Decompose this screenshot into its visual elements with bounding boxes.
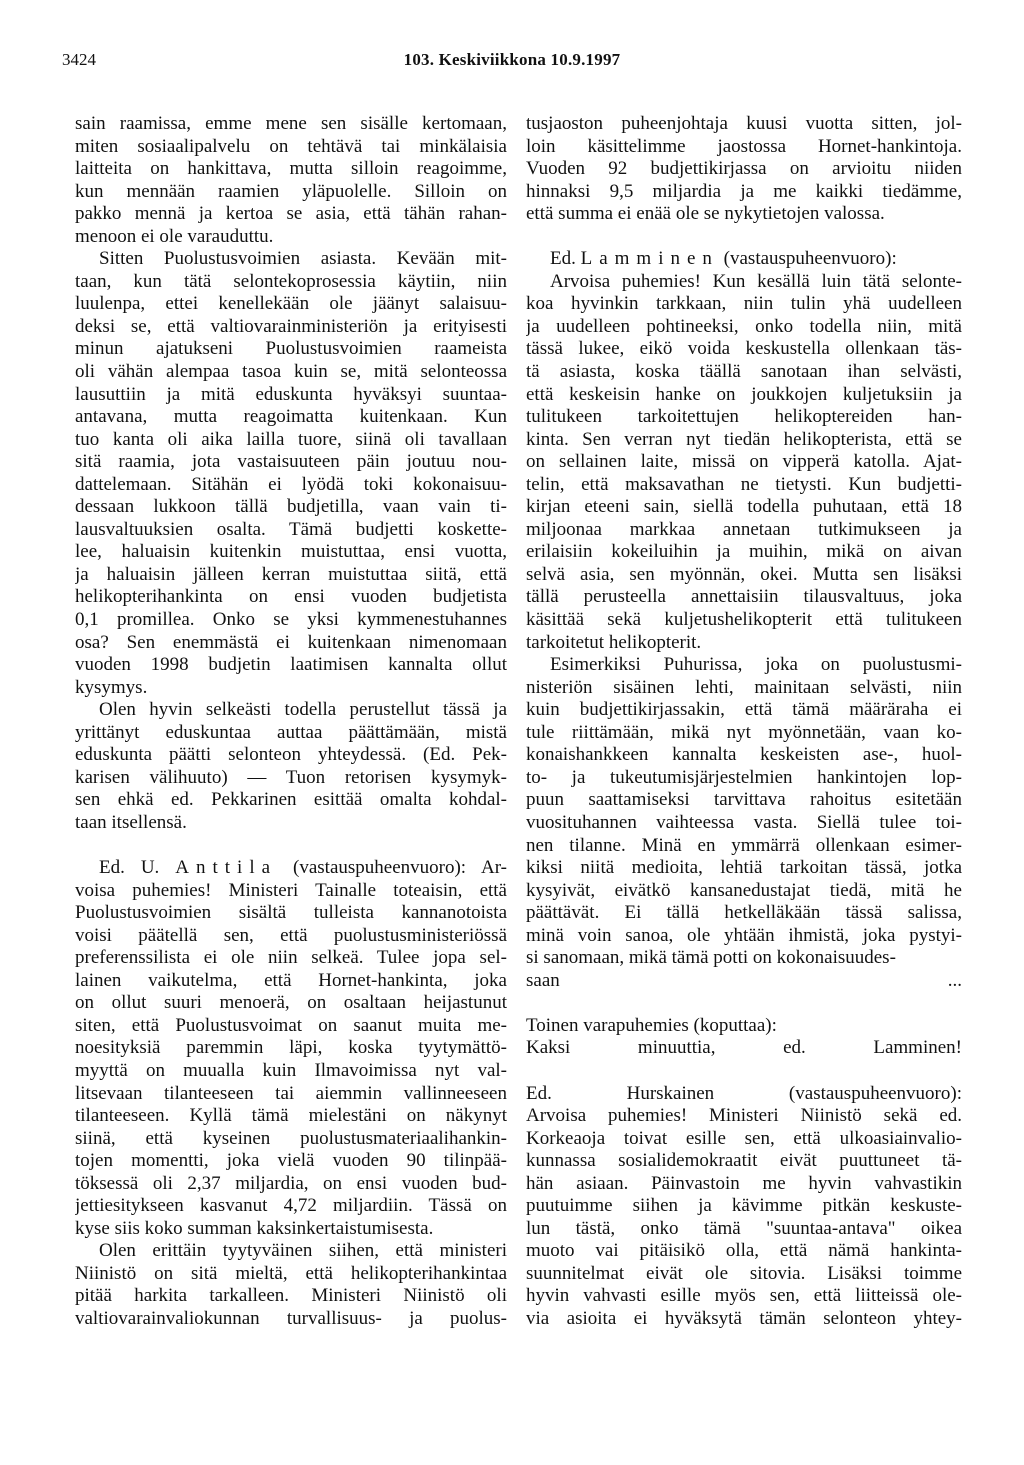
- text-line: telin, että maksavathan ne tietysti. Kun budjetti-: [526, 473, 962, 495]
- text-line: tällä perusteella annettaisiin tilausvaltuus, joka: [526, 586, 962, 608]
- text-line: antavana, mutta reagoimatta kuitenkaan. Kun: [75, 406, 507, 428]
- text-line: pitää harkita tarkalleen. Ministeri Niinistö oli: [75, 1285, 507, 1307]
- text-line: Puolustusvoimien sisältä tulleista kannanotoista: [75, 902, 507, 924]
- text-line: hän asiaan. Päinvastoin me hyvin vahvastikin: [526, 1172, 962, 1194]
- text-line: vuosituhannen vaihteessa vasta. Siellä tulee toi-: [526, 811, 962, 833]
- text-line: kun mennään raamien yläpuolelle. Silloin on: [75, 180, 507, 202]
- left-text-column: [75, 113, 507, 1331]
- text-line: on sellainen laite, missä on vipperä katolla. Ajat-: [526, 451, 962, 473]
- text-line: voisa puhemies! Ministeri Tainalle toteaisin, että: [75, 879, 507, 901]
- text-line: tuo kanta oli aika lailla tuore, siinä oli tavallaan: [75, 428, 507, 450]
- text-line: siten, että Puolustusvoimat on saanut muita me-: [75, 1014, 507, 1036]
- text-line: hyvin vahvasti esille myös sen, että liitteissä ole-: [526, 1285, 962, 1307]
- text-line: karisen välihuuto) — Tuon retorisen kysymyk-: [75, 766, 507, 788]
- text-line: Sitten Puolustusvoimien asiasta. Kevään mit-: [99, 248, 507, 270]
- text-line: päättävät. Ei tällä hetkelläkään tässä salissa,: [526, 902, 962, 924]
- text-line: osa? Sen enemmästä ei kuitenkaan nimenomaan: [75, 631, 507, 653]
- text-line: noesityksiä paremmin läpi, koska tyytymättö-: [75, 1037, 507, 1059]
- text-line: 0,1 promillea. Onko se yksi kymmenestuhannes: [75, 609, 507, 631]
- text-line: dessaan lukkoon tällä budjetilla, vaan vain ti-: [75, 496, 507, 518]
- text-line: että keskeisin hanke on joukkojen kuljetuksiin ja: [526, 383, 962, 405]
- text-line: luulenpa, ettei kenellekään ole jäänyt salaisuu-: [75, 293, 507, 315]
- text-line: yrittänyt eduskuntaa auttaa päättämään, mistä: [75, 721, 507, 743]
- text-line: selvä asia, sen myönnän, okei. Mutta sen lisäksi: [526, 563, 962, 585]
- text-line: Toinen varapuhemies (koputtaa):: [526, 1014, 777, 1036]
- text-line: Olen hyvin selkeästi todella perustellut tässä ja: [99, 699, 507, 721]
- text-line: saan ...: [526, 969, 962, 991]
- text-line: taan, kun tätä selontekoprosessia käytiin, niin: [75, 270, 507, 292]
- text-line: loin käsittelimme jaostossa Hornet-hankintoja.: [526, 135, 962, 157]
- text-line: oli vähän alempaa tasoa kuin se, mitä selonteossa: [75, 361, 507, 383]
- paragraph-gap: [526, 226, 962, 249]
- text-line: Arvoisa puhemies! Ministeri Niinistö sekä ed.: [526, 1105, 962, 1127]
- text-line: puun saattamiseksi tarvittava rahoitus esitetään: [526, 789, 962, 811]
- paragraph-gap: [75, 835, 507, 858]
- text-line: Arvoisa puhemies! Kun kesällä luin tätä selonte-: [550, 270, 962, 292]
- text-line: minun ajatukseni Puolustusvoimien raameista: [75, 338, 507, 360]
- text-line: Kaksi minuuttia, ed. Lamminen!: [526, 1037, 962, 1059]
- text-line: kysymys.: [75, 676, 148, 698]
- issue-date-header: 103. Keskiviikkona 10.9.1997: [403, 50, 621, 69]
- text-line: töksessä oli 2,37 miljardia, on ensi vuoden bud-: [75, 1172, 507, 1194]
- speaker-name: Lamminen: [580, 248, 719, 270]
- text-line: lausuttiin ja mitä eduskunta hyväksyi suuntaa-: [75, 383, 507, 405]
- text-line: tarkoitetut helikopterit.: [526, 631, 702, 653]
- text-line: kyse siis koko summan kaksinkertaistumisesta.: [75, 1217, 434, 1239]
- text-line: on ollut suuri menoerä, on osaltaan heijastunut: [75, 992, 507, 1014]
- text-line: kinta. Sen verran nyt tiedän helikopterista, että se: [526, 428, 962, 450]
- text-line: suunnitelmat eivät ole sitovia. Lisäksi toimme: [526, 1262, 962, 1284]
- text-line: tule riittämään, mikä nyt myönnetään, vaan ko-: [526, 721, 962, 743]
- text-line: minä voin sanoa, ole yhtään ihmistä, joka pystyi-: [526, 924, 962, 946]
- text-line: pakko mennä ja kertoa se asia, että tähän rahan-: [75, 203, 507, 225]
- text-line: laitteita on hankittava, mutta silloin reagoimme,: [75, 158, 507, 180]
- text-line: voisi päätellä sen, että puolustusministeriössä: [75, 924, 507, 946]
- text-line: tulitukeen tarkoitettujen helikoptereiden han-: [526, 406, 962, 428]
- text-line: preferenssilista ei ole niin selkeä. Tulee jopa sel-: [75, 947, 507, 969]
- text-line: tilanteeseen. Kyllä tämä mielestäni on näkynyt: [75, 1105, 507, 1127]
- paragraph-gap: [526, 1060, 962, 1083]
- text-line: Ed. Hurskainen (vastauspuheenvuoro):: [526, 1082, 962, 1104]
- text-line: hinnaksi 9,5 miljardia ja me kaikki tiedämme,: [526, 180, 962, 202]
- text-line: si sanomaan, mikä tämä potti on kokonaisuudes-: [526, 947, 896, 969]
- text-line: erilaisiin kokeiluihin ja muihin, mikä on aivan: [526, 541, 962, 563]
- text-line: kirjan eteeni sain, siellä todella puhutaan, että 18: [526, 496, 962, 518]
- text-line: myyttä on muualla kuin Ilmavoimissa nyt val-: [75, 1059, 507, 1081]
- text-line: kunnassa sosialidemokraatit eivät puuttuneet tä-: [526, 1150, 962, 1172]
- text-line: nisteriön sisäinen lehti, mainitaan selvästi, niin: [526, 676, 962, 698]
- text-line: Olen erittäin tyytyväinen siihen, että ministeri: [99, 1240, 507, 1262]
- text-line: to- ja tukeutumisjärjestelmien hankintojen lop-: [526, 766, 962, 788]
- text-line: puutuimme siihen ja kävimme pitkän keskuste-: [526, 1195, 962, 1217]
- text-line: deksi se, että valtiovarainministeriön ja erityisesti: [75, 315, 507, 337]
- text-line: miljoonaa markkaa annetaan tutkimukseen ja: [526, 518, 962, 540]
- text-line: tä asiasta, koska täällä sanotaan ihan selvästi,: [526, 361, 962, 383]
- text-line: Ed. U. Anttila (vastauspuheenvuoro): Ar-: [99, 857, 507, 879]
- text-line: lun tästä, onko tämä "suuntaa-antava" oikea: [526, 1217, 962, 1239]
- text-line: sitä raamia, jota vastaisuuteen päin joutuu nou-: [75, 451, 507, 473]
- text-line: Vuoden 92 budjettikirjassa on arvioitu niiden: [526, 158, 962, 180]
- text-line: Esimerkiksi Puhurissa, joka on puolustusmi-: [550, 654, 962, 676]
- speaker-name: Anttila: [175, 857, 278, 879]
- text-line: siinä, että kyseinen puolustusmateriaalihankin-: [75, 1127, 507, 1149]
- text-line: käsittää sekä kuljetushelikopterit että tulitukeen: [526, 609, 962, 631]
- text-line: ja haluaisin jälleen kerran muistuttaa siitä, että: [75, 563, 507, 585]
- text-line: sain raamissa, emme mene sen sisälle kertomaan,: [75, 113, 507, 134]
- right-text-column: [526, 113, 962, 1331]
- text-line: lee, haluaisin kuitenkin muistuttaa, ensi vuotta,: [75, 541, 507, 563]
- text-line: Ed. Lamminen (vastauspuheenvuoro):: [550, 248, 897, 270]
- text-line: helikopterihankinta on ensi vuoden budjetista: [75, 586, 507, 608]
- text-line: muoto vai pitäisikö olla, että nämä hankinta-: [526, 1240, 962, 1262]
- text-line: vuoden 1998 budjetin laatimisen kannalta ollut: [75, 654, 507, 676]
- text-line: Niinistö on sitä mieltä, että helikopterihankintaa: [75, 1262, 507, 1284]
- page-header: [62, 50, 962, 74]
- text-line: litsevaan tilanteeseen tai aiemmin vallinneeseen: [75, 1082, 507, 1104]
- text-line: taan itsellensä.: [75, 811, 187, 833]
- text-line: Korkeaoja toivat esille sen, että ulkoasiainvalio-: [526, 1127, 962, 1149]
- text-line: dattelemaan. Sitähän ei lyödä toki kokonaisuu-: [75, 473, 507, 495]
- text-line: nen tilanne. Minä en ymmärrä ollenkaan esimer-: [526, 834, 962, 856]
- text-line: kuin budjettikirjassakin, että tämä määräraha ei: [526, 699, 962, 721]
- text-line: ja uudelleen pohtineeksi, onko todella niin, mitä: [526, 315, 962, 337]
- text-line: lausvaltuuksien osalta. Tämä budjetti koskette-: [75, 518, 507, 540]
- text-line: via asioita ei hyväksytä tämän selonteon yhtey-: [526, 1307, 962, 1329]
- text-line: eduskunta päätti selonteon yhteydessä. (Ed. Pek-: [75, 744, 507, 766]
- text-line: tässä lukee, eikö voida keskustella ollenkaan täs-: [526, 338, 962, 360]
- text-line: menoon ei ole varauduttu.: [75, 225, 274, 247]
- paragraph-gap: [526, 992, 962, 1015]
- text-line: sen ehkä ed. Pekkarinen esittää omalta kohdal-: [75, 789, 507, 811]
- text-line: että summa ei enää ole se nykytietojen valossa.: [526, 203, 885, 225]
- text-line: kiksi niitä medioita, lehtiä tarkoitan tässä, jotka: [526, 857, 962, 879]
- text-line: jettiesitykseen kasvanut 4,72 miljardiin. Tässä on: [75, 1195, 507, 1217]
- text-line: valtiovarainvaliokunnan turvallisuus- ja puolus-: [75, 1307, 507, 1329]
- text-line: tojen momentti, joka vielä vuoden 90 tilinpää-: [75, 1150, 507, 1172]
- page-number: 3424: [62, 50, 96, 69]
- text-line: kysyivät, eivätkö kansanedustajat tiedä, mitä he: [526, 879, 962, 901]
- text-line: miten sosiaalipalvelu on tehtävä tai minkälaisia: [75, 135, 507, 157]
- text-line: konaishankkeen kannalta keskeisten ase-, huol-: [526, 744, 962, 766]
- text-line: koa hyvinkin tarkkaan, niin tulin yhä uudelleen: [526, 293, 962, 315]
- text-line: lainen vaikutelma, että Hornet-hankinta, joka: [75, 969, 507, 991]
- text-line: tusjaoston puheenjohtaja kuusi vuotta sitten, jol-: [526, 113, 962, 134]
